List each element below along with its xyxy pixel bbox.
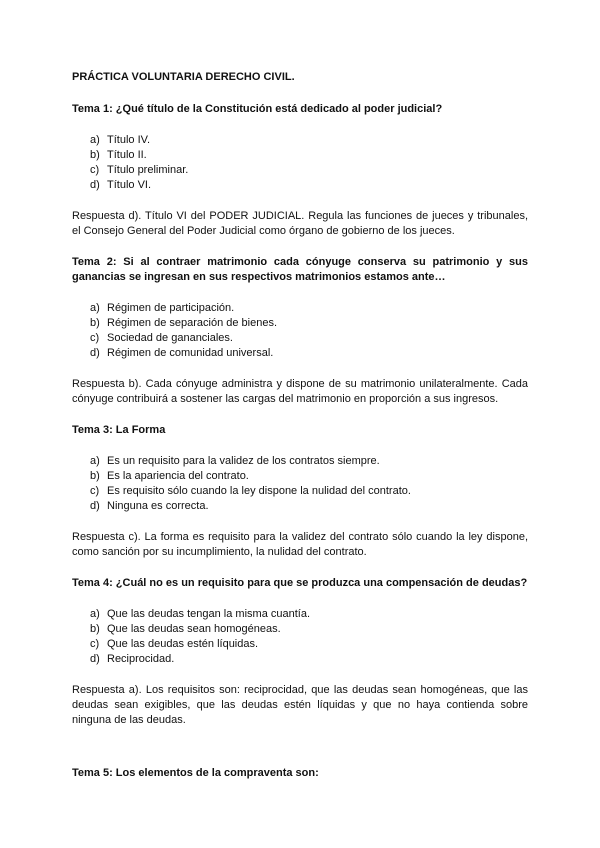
tema-2-answer: Respuesta b). Cada cónyuge administra y dispone de su matrimonio unilateralmente. Cada cónyuge contribuirá a sostener las cargas del matrimonio en proporción a sus ingresos. — [72, 378, 528, 405]
tema-2-question: Tema 2: Si al contraer matrimonio cada cónyuge conserva su patrimonio y sus ganancias se ingresan en sus respectivos matrimonios estamos ante… — [72, 256, 528, 283]
tema-3-answer: Respuesta c). La forma es requisito para la validez del contrato sólo cuando la ley dispone, como sanción por su incumplimiento, la nulidad del contrato. — [72, 531, 528, 558]
option-item: c) Título preliminar. — [90, 164, 189, 176]
tema-3-question: Tema 3: La Forma — [72, 424, 166, 436]
tema-4 — [72, 576, 528, 728]
option-item: d) Reciprocidad. — [90, 653, 175, 665]
tema-2-options — [72, 301, 528, 361]
option-item: d) Régimen de comunidad universal. — [90, 347, 274, 359]
document-title: PRÁCTICA VOLUNTARIA DERECHO CIVIL. — [72, 71, 295, 83]
option-item: c) Sociedad de gananciales. — [90, 332, 233, 344]
tema-1-options — [72, 133, 528, 193]
tema-5 — [72, 766, 528, 781]
tema-4-answer: Respuesta a). Los requisitos son: reciprocidad, que las deudas sean homogéneas, que las deudas sean exigibles, que las deudas estén líquidas y que no haya contienda sobre ninguna de las deudas. — [72, 684, 528, 726]
option-item: a) Es un requisito para la validez de los contratos siempre. — [90, 455, 380, 467]
document-page — [72, 70, 528, 797]
tema-1-answer: Respuesta d). Título VI del PODER JUDICIAL. Regula las funciones de jueces y tribunales, el Consejo General del Poder Judicial como órgano de gobierno de los jueces. — [72, 210, 528, 237]
tema-4-options — [72, 607, 528, 667]
option-item: a) Título IV. — [90, 134, 151, 146]
option-item: c) Que las deudas estén líquidas. — [90, 638, 259, 650]
option-item: a) Régimen de participación. — [90, 302, 235, 314]
tema-1 — [72, 102, 528, 239]
tema-1-question: Tema 1: ¿Qué título de la Constitución está dedicado al poder judicial? — [72, 103, 443, 115]
option-item: b) Título II. — [90, 149, 147, 161]
option-item: d) Título VI. — [90, 179, 152, 191]
tema-2 — [72, 255, 528, 407]
tema-3 — [72, 423, 528, 560]
option-item: c) Es requisito sólo cuando la ley dispone la nulidad del contrato. — [90, 485, 411, 497]
tema-4-question: Tema 4: ¿Cuál no es un requisito para que se produzca una compensación de deudas? — [72, 577, 528, 589]
option-item: b) Que las deudas sean homogéneas. — [90, 623, 281, 635]
option-item: a) Que las deudas tengan la misma cuantía. — [90, 608, 311, 620]
option-item: d) Ninguna es correcta. — [90, 500, 209, 512]
option-item: b) Es la apariencia del contrato. — [90, 470, 249, 482]
tema-3-options — [72, 454, 528, 514]
option-item: b) Régimen de separación de bienes. — [90, 317, 278, 329]
tema-5-question: Tema 5: Los elementos de la compraventa son: — [72, 767, 319, 779]
